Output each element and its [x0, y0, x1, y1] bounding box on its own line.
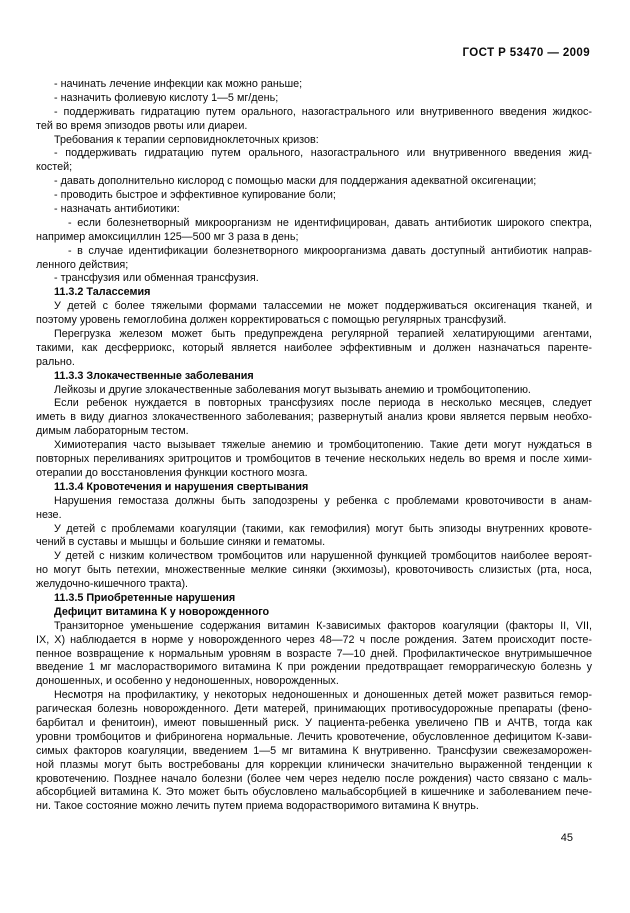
text-line: но могут быть петехии, множественные мелкие синяки (экхимозы), кровоточивость слизистых (рта, носа, — [36, 564, 592, 577]
text-line: такими, как десферриокс, который является наиболее эффективным и должен назначаться паренте- — [36, 341, 592, 354]
text-line: - поддерживать гидратацию путем орального, назогастрального или внутривенного введения жидкос- — [54, 105, 592, 118]
text-line: ной плазмы могут быть востребованы для коррекции клинически значительно выраженной тенденции к — [36, 758, 592, 771]
text-line: Перегрузка железом может быть предупреждена регулярной терапией хелатирующими агентами, — [54, 328, 592, 341]
text-line: - назначить фолиевую кислоту 1—5 мг/день; — [54, 91, 279, 104]
text-line: У детей с низким количеством тромбоцитов или нарушенной функцией тромбоцитов наиболее вероят- — [54, 550, 592, 563]
text-line: - в случае идентификации болезнетворного микроорганизма давать доступный антибиотик направ- — [68, 244, 592, 257]
text-line: ни. Такое состояние можно лечить путем приема водорастворимого витамина К внутрь. — [36, 800, 479, 813]
text-line: - начинать лечение инфекции как можно раньше; — [54, 78, 303, 90]
text-line: желудочно-кишечного тракта). — [36, 578, 189, 591]
text-line: Лейкозы и другие злокачественные заболевания могут вызывать анемию и тромбоцитопению. — [54, 383, 531, 396]
text-line: - назначать антибиотики: — [54, 203, 180, 216]
text-line: Несмотря на профилактику, у некоторых недоношенных и доношенных детей может развиться гемор- — [54, 689, 592, 702]
text-line: чений в суставы и мышцы и большие синяки и гематомы. — [36, 536, 326, 549]
text-line: IX, X) наблюдается в норме у новорожденного через 48—72 ч после рождения. Затем происходит посте- — [36, 633, 592, 646]
page-number: 45 — [560, 832, 573, 844]
text-line: - проводить быстрое и эффективное купирование боли; — [54, 189, 336, 202]
text-line: например амоксициллин 125—500 мг 3 раза в день; — [36, 230, 299, 243]
text-line: незе. — [36, 508, 62, 521]
document-header: ГОСТ Р 53470 — 2009 — [462, 47, 590, 59]
section-heading: 11.3.5 Приобретенные нарушения — [54, 591, 236, 604]
text-line: поэтому уровень гемоглобина должен корректироваться с помощью регулярных трансфузий. — [36, 314, 507, 327]
text-line: ленного действия; — [36, 258, 129, 271]
text-line: симых факторов коагуляции, введением 1—5 мг витамина К внутривенно. Трансфузии свежезаморожен- — [36, 744, 592, 757]
section-heading: Дефицит витамина К у новорожденного — [54, 605, 270, 618]
text-line: рагическая болезнь новорожденного. Дети матерей, принимающих противосудорожные препараты (фено- — [36, 703, 592, 716]
text-line: барбитал и фенитоин), имеют повышенный риск. У пациента-ребенка увеличено ПВ и АЧТВ, тогда как — [36, 716, 592, 729]
text-line: У детей с проблемами коагуляции (такими, как гемофилия) могут быть эпизоды внутренних кровоте- — [54, 522, 592, 535]
text-line: Если ребенок нуждается в повторных трансфузиях после периода в несколько месяцев, следует — [54, 397, 592, 410]
text-line: рально. — [36, 355, 75, 368]
text-line: тей во время эпизодов рвоты или диареи. — [36, 119, 248, 132]
text-line: Химиотерапия часто вызывает тяжелые анемию и тромбоцитопению. Такие дети могут нуждаться в — [54, 439, 592, 452]
text-line: повторных переливаниях эритроцитов и тромбоцитов в течение нескольких недель во время и после хими- — [36, 453, 592, 466]
text-line: - поддерживать гидратацию путем орального, назогастрального или внутривенного введения жид- — [54, 147, 592, 160]
document-body — [36, 78, 592, 814]
text-line: доношенных, и особенно у недоношенных, новорожденных. — [36, 675, 339, 688]
text-line: Нарушения гемостаза должны быть заподозрены у ребенка с проблемами кровоточивости в анам- — [54, 494, 592, 507]
section-heading: 11.3.2 Талассемия — [54, 286, 151, 299]
text-line: У детей с более тяжелыми формами талассемии не может поддерживаться оксигенация тканей, и — [54, 300, 592, 313]
text-line: введение 1 мг маслорастворимого витамина К при рождении предотвращает геморрагическую болезнь у — [36, 661, 592, 674]
text-line: абсорбцией витамина К. Это может быть обусловлено мальабсорбцией в кишечнике и заболеванием пече- — [36, 786, 592, 799]
text-line: - трансфузия или обменная трансфузия. — [54, 272, 259, 285]
text-line: - если болезнетворный микроорганизм не идентифицирован, давать антибиотик широкого спектра, — [68, 216, 592, 229]
text-line: иметь в виду диагноз злокачественного заболевания; развернутый анализ крови является первым необхо- — [36, 411, 592, 424]
text-line: костей; — [36, 161, 73, 174]
section-heading: 11.3.4 Кровотечения и нарушения свертывания — [54, 480, 309, 493]
text-line: кровотечению. Позднее начало болезни (более чем через неделю после рождения) часто связано с маль- — [36, 772, 592, 785]
text-line: димым лабораторным тестом. — [36, 425, 189, 438]
text-line: - давать дополнительно кислород с помощью маски для поддержания адекватной оксигенации; — [54, 175, 537, 188]
text-line: пенное возвращение к нормальным уровням в возрасте 7—10 дней. Профилактическое внутримышечное — [36, 647, 592, 660]
section-heading: 11.3.3 Злокачественные заболевания — [54, 369, 254, 382]
text-line: Транзиторное уменьшение содержания витамин К-зависимых факторов коагуляции (факторы II, VII, — [54, 619, 592, 632]
text-line: уровни тромбоцитов и фибриногена нормальные. Лечить кровотечение, обусловленное дефицитом К-зави- — [36, 730, 592, 743]
text-line: Требования к терапии серповидноклеточных кризов: — [54, 133, 319, 146]
text-line: отерапии до восстановления функции костного мозга. — [36, 466, 308, 479]
